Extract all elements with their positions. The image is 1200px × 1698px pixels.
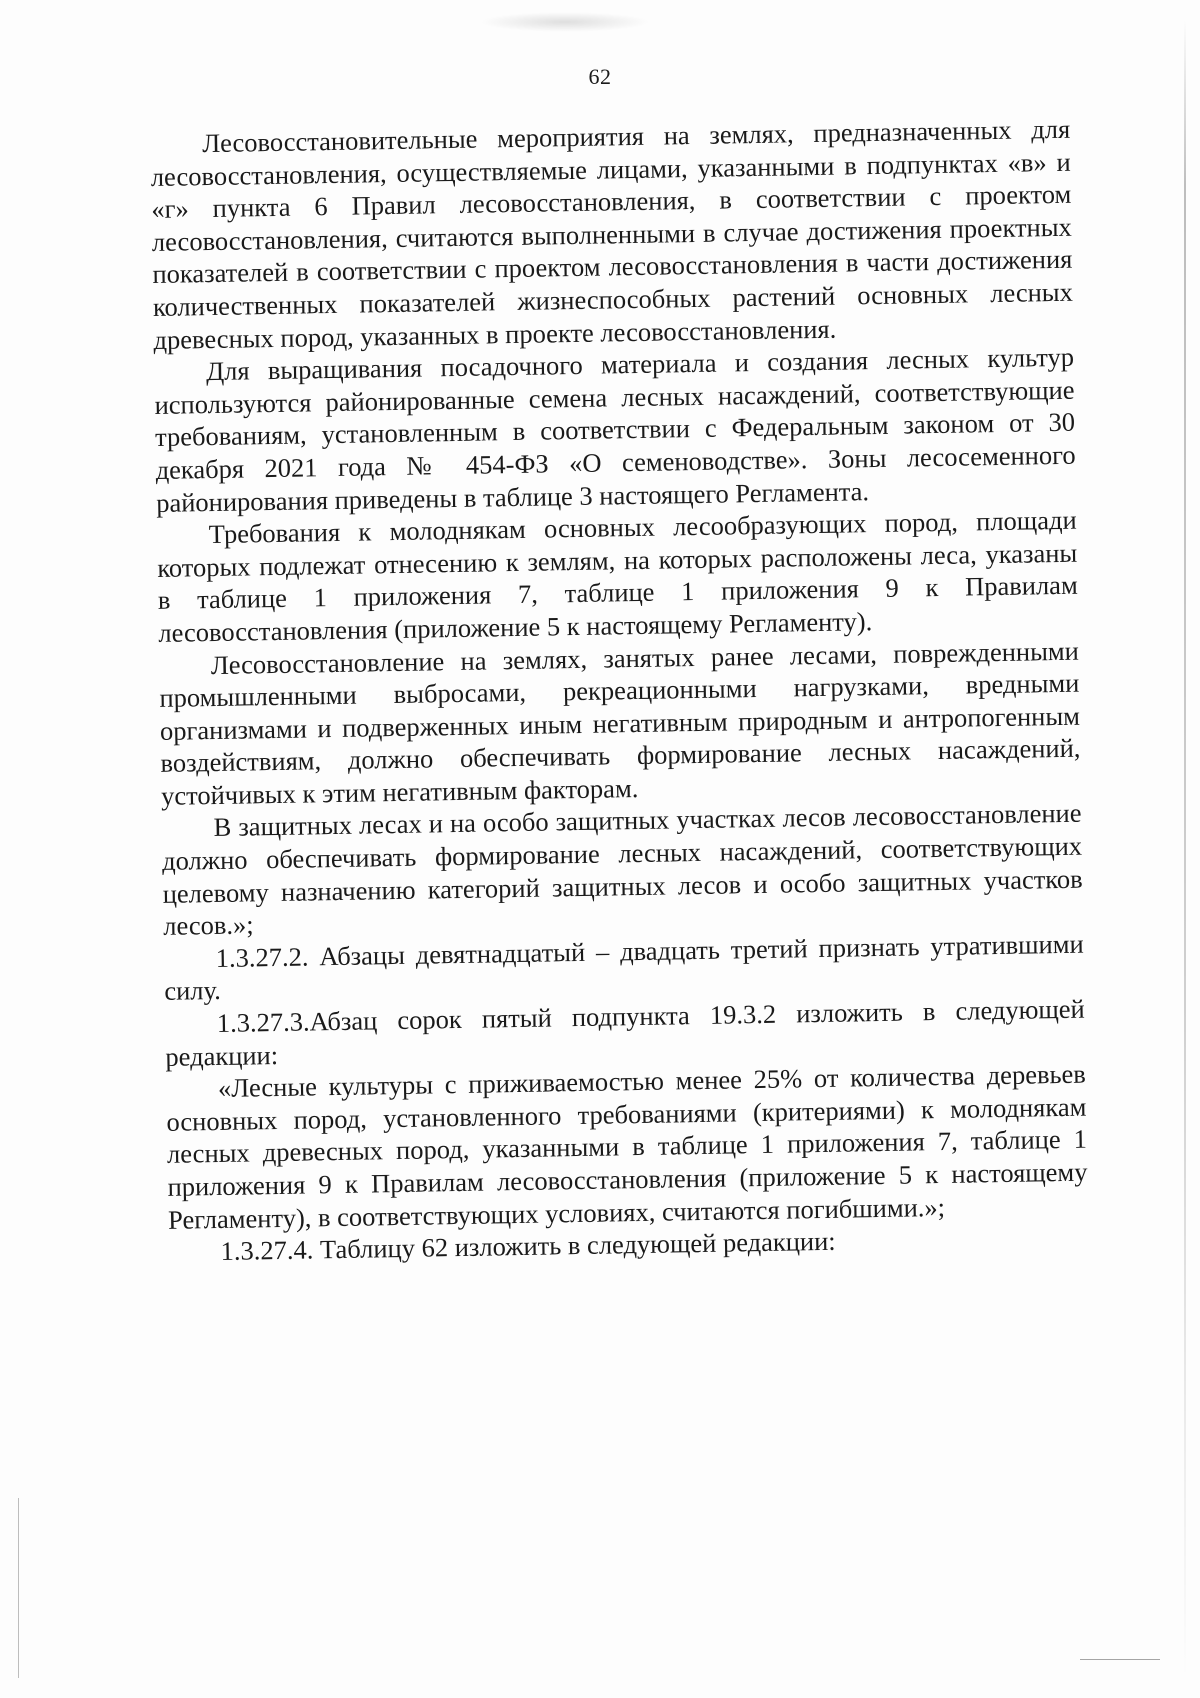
- scan-line-bottom: [1080, 1659, 1160, 1660]
- page-number: 62: [588, 64, 612, 89]
- scan-edge-left: [18, 1498, 19, 1678]
- paragraph-reforestation-measures: Лесовосстановительные мероприятия на землях, предназначенных для лесовосстановления, осуществляемые лицами, указанными в подпунктах «в» и «г» пункта 6 Правил лесовосстановления, в соответствии с проектом лесовосстановления, считаются выполненными в случае достижения проектных показателей в соответствии с проектом лесовосстановления в части достижения количественных показателей жизнеспособных растений основных лесных древесных пород, указанных в проекте лесовосстановления.: [150, 113, 1074, 355]
- paragraph-young-stand-requirements: Требования к молоднякам основных лесообразующих пород, площади которых подлежат отнесению к землям, на которых расположены леса, указаны в таблице 1 приложения 7, таблице 1 приложения 9 к Правилам лесовосстановления (приложение 5 к настоящему Регламенту).: [157, 504, 1078, 648]
- paragraph-damaged-lands: Лесовосстановление на землях, занятых ранее лесами, поврежденными промышленными выбросами, рекреационными нагрузками, вредными организмами и подверженных иным негативным природным и антропогенным воздействиям, должно обеспечивать формирование лесных насаждений, устойчивых к этим негативным факторам.: [159, 635, 1081, 811]
- scan-edge-right: [1184, 20, 1186, 1680]
- document-body: [150, 113, 1089, 1269]
- paragraph-item-1-3-27-2: 1.3.27.2. Абзацы девятнадцатый – двадцать третий признать утратившими силу.: [164, 928, 1084, 1007]
- paragraph-item-1-3-27-3: 1.3.27.3.Абзац сорок пятый подпункта 19.3.2 изложить в следующей редакции:: [165, 993, 1085, 1072]
- paragraph-item-1-3-27-4: 1.3.27.4. Таблицу 62 изложить в следующей редакции:: [220, 1225, 836, 1267]
- scan-artifact-top: [480, 12, 650, 32]
- paragraph-protective-forests: В защитных лесах и на особо защитных участках лесов лесовосстановление должно обеспечивать формирование лесных насаждений, соответствующих целевому назначению категорий защитных лесов и особо защитных участков лесов.»;: [161, 798, 1083, 942]
- paragraph-forest-cultures-quote: «Лесные культуры с приживаемостью менее 25% от количества деревьев основных пород, установленного требованиями (критериями) к молоднякам лесных древесных пород, указанными в таблице 1 приложения 7, таблице 1 приложения 9 к Правилам лесовосстановления (приложение 5 к настоящему Регламенту), в соответствующих условиях, считаются погибшими.»;: [166, 1058, 1088, 1235]
- paragraph-planting-material: Для выращивания посадочного материала и создания лесных культур используются районированные семена лесных насаждений, соответствующие требованиям, установленным в соответствии с Федеральным законом от 30 декабря 2021 года № 454-ФЗ «О семеноводстве». Зоны лесосеменного районирования приведены в таблице 3 настоящего Регламента.: [154, 341, 1076, 518]
